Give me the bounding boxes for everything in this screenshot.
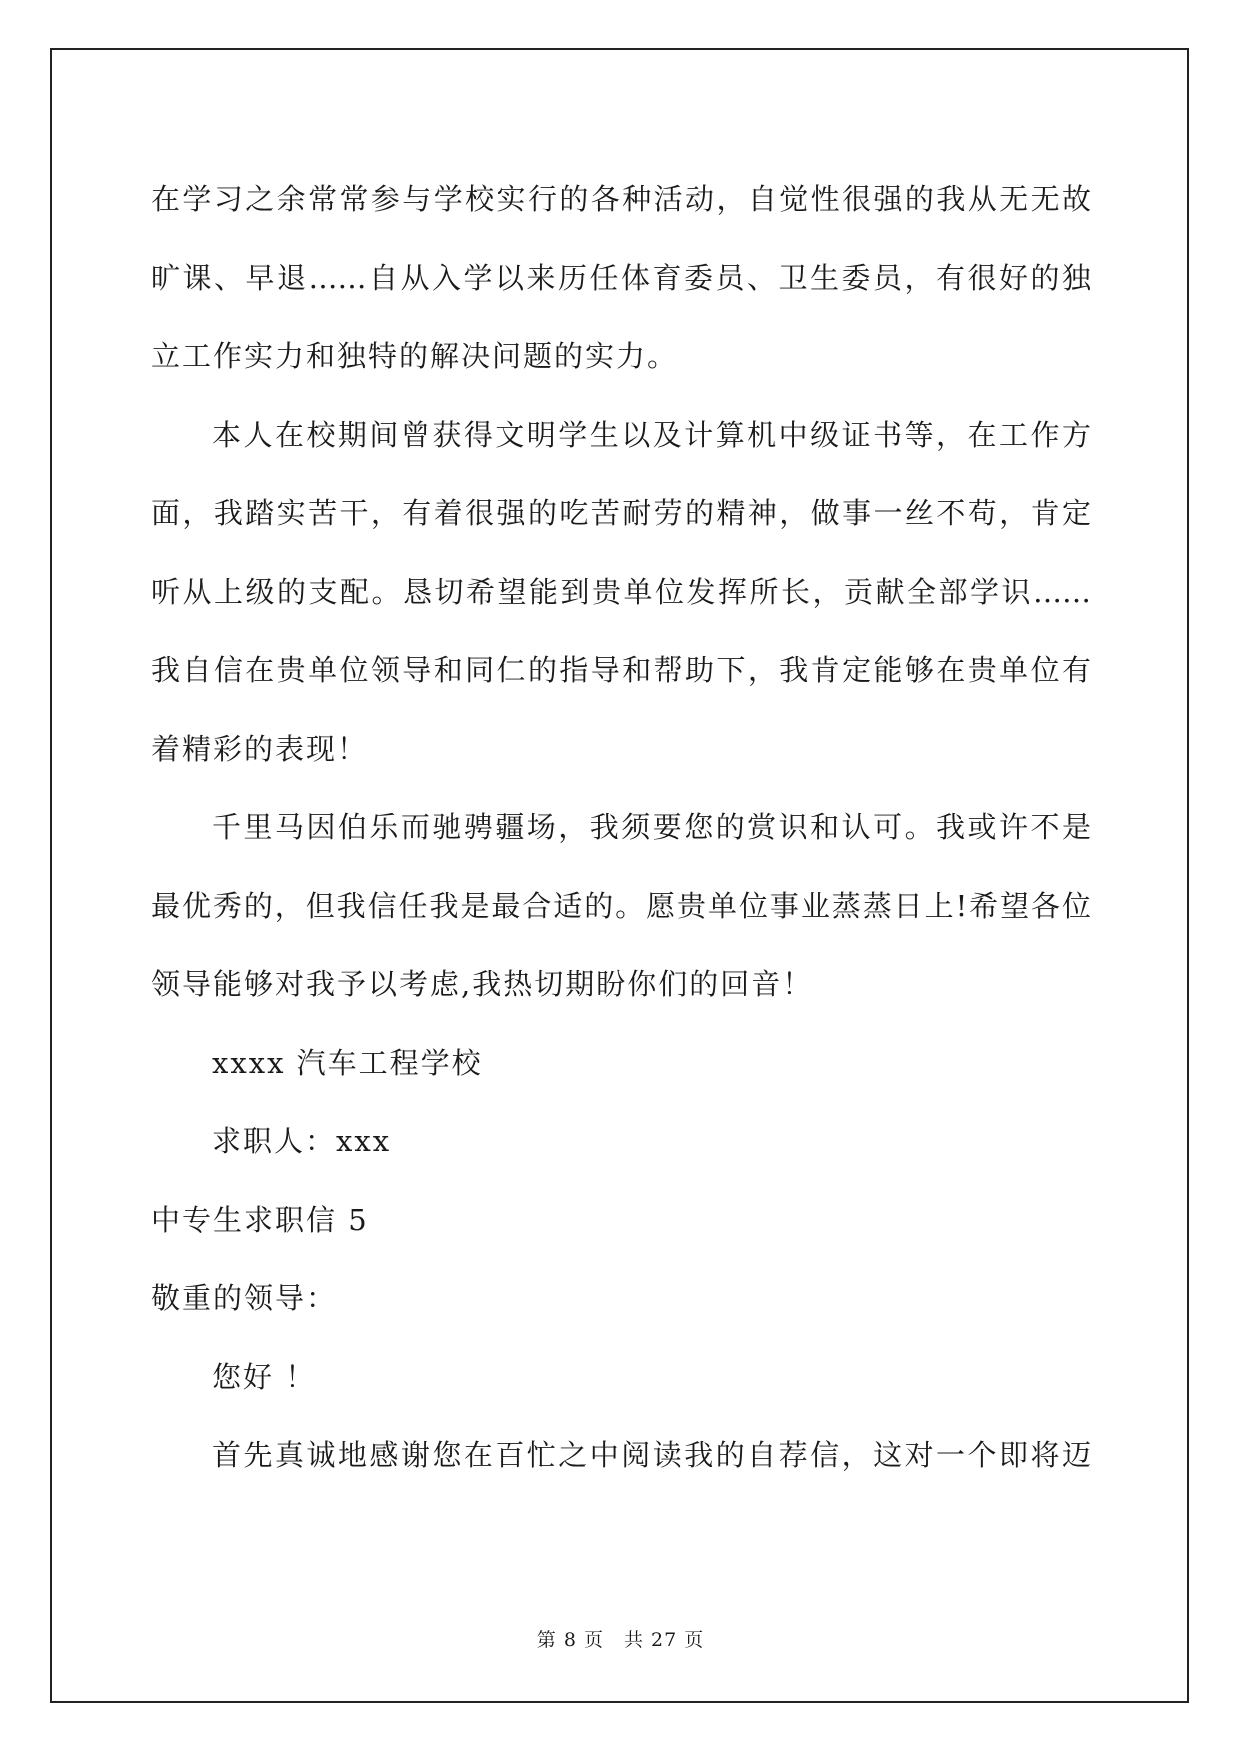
salutation: 敬重的领导： <box>151 1281 338 1315</box>
section-title: 中专生求职信 5 <box>151 1202 369 1237</box>
paragraph-start-line: 本人在校期间曾获得文明学生以及计算机中级证书等，在工作方 <box>212 417 1091 452</box>
text-line: 领导能够对我予以考虑,我热切期盼你们的回音！ <box>151 967 814 1001</box>
text-line: 面，我踏实苦干，有着很强的吃苦耐劳的精神，做事一丝不苟，肯定 <box>151 496 1091 530</box>
school-signature: xxxx 汽车工程学校 <box>212 1045 483 1080</box>
page-number-footer: 第 8 页 共 27 页 <box>536 1629 705 1651</box>
text-line: 旷课、早退……自从入学以来历任体育委员、卫生委员，有很好的独 <box>151 260 1091 295</box>
document-body <box>151 160 1091 1495</box>
text-line: 在学习之余常常参与学校实行的各种活动，自觉性很强的我从无无故 <box>151 182 1091 216</box>
text-line: 最优秀的，但我信任我是最合适的。愿贵单位事业蒸蒸日上!希望各位 <box>151 888 1091 923</box>
text-line: 着精彩的表现！ <box>151 731 369 766</box>
text-line: 立工作实力和独特的解决问题的实力。 <box>151 339 679 373</box>
text-line: 听从上级的支配。恳切希望能到贵单位发挥所长，贡献全部学识…… <box>151 574 1091 609</box>
paragraph-start-line: 千里马因伯乐而驰骋疆场，我须要您的赏识和认可。我或许不是 <box>212 810 1091 844</box>
text-line: 我自信在贵单位领导和同仁的指导和帮助下，我肯定能够在贵单位有 <box>151 653 1091 687</box>
greeting: 您好 ！ <box>212 1359 317 1394</box>
paragraph-start-line: 首先真诚地感谢您在百忙之中阅读我的自荐信，这对一个即将迈 <box>212 1438 1091 1472</box>
applicant-signature: 求职人：xxx <box>212 1124 392 1158</box>
